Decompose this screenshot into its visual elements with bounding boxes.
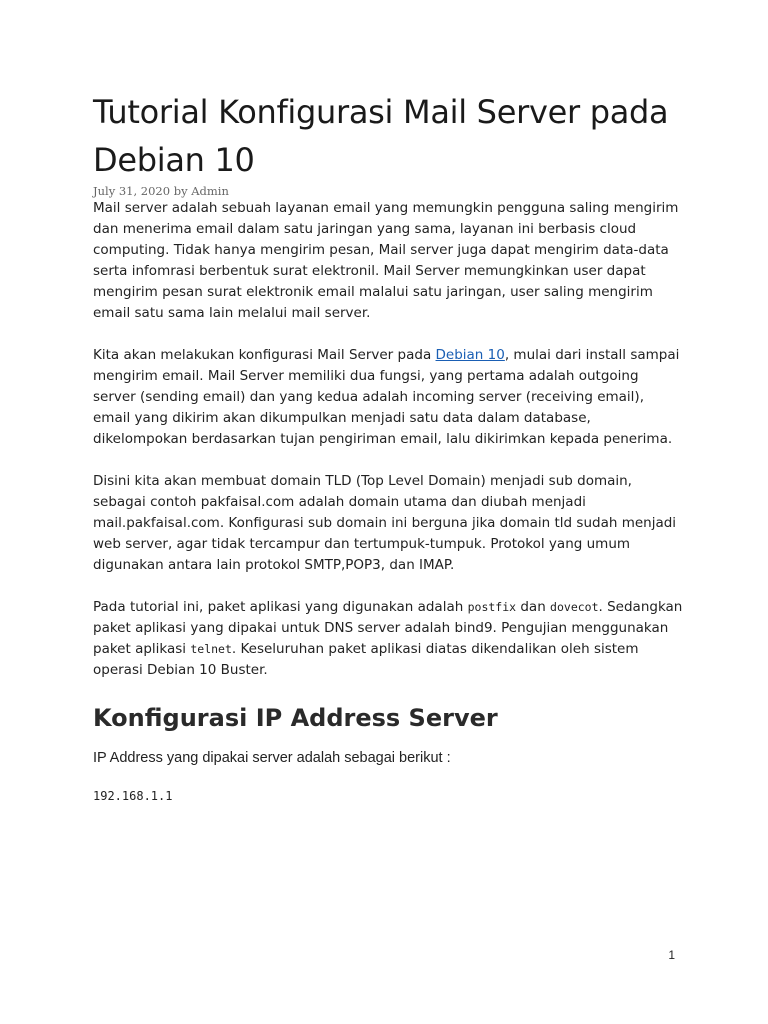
- code-dovecot: dovecot: [550, 600, 599, 614]
- paragraph-packages: [93, 597, 683, 681]
- paragraph-text: dan: [516, 599, 551, 615]
- post-meta: July 31, 2020 by Admin: [93, 184, 229, 198]
- ip-intro-text: IP Address yang dipakai server adalah sebagai berikut :: [93, 750, 451, 766]
- paragraph-domain: Disini kita akan membuat domain TLD (Top Level Domain) menjadi sub domain, sebagai contoh pakfaisal.com adalah domain utama dan diubah menjadi mail.pakfaisal.com. Konfigurasi sub domain ini berguna jika domain tld sudah menjadi web server, agar tidak tercampur dan tertumpuk-tumpuk. Protokol yang umum digunakan antara lain protokol SMTP,POP3, dan IMAP.: [93, 473, 677, 573]
- paragraph-text: . Sedangkan paket aplikasi yang dipakai untuk DNS server adalah bind9. Pengujian menggunakan paket aplikasi: [93, 599, 683, 657]
- page-number: 1: [668, 948, 675, 962]
- paragraph-intro: Mail server adalah sebuah layanan email yang memungkin pengguna saling mengirim dan menerima email dalam satu jaringan yang sama, layanan ini berbasis cloud computing. Tidak hanya mengirim pesan, Mail server juga dapat mengirim data-data serta infomrasi berbentuk surat elektronil. Mail Server memungkinkan user dapat mengirim pesan surat elektronik email malalui satu jaringan, user saling mengirim email satu sama lain melalui mail server.: [93, 200, 679, 321]
- code-telnet: telnet: [190, 642, 232, 656]
- page-title: Tutorial Konfigurasi Mail Server pada Debian 10: [93, 93, 669, 179]
- debian-10-link[interactable]: Debian 10: [435, 347, 505, 363]
- paragraph-overview: [93, 345, 683, 450]
- article: [93, 88, 683, 804]
- section-heading: Konfigurasi IP Address Server: [93, 704, 498, 732]
- paragraph-text: Kita akan melakukan konfigurasi Mail Server pada: [93, 347, 436, 363]
- ip-address-code: 192.168.1.1: [93, 789, 173, 803]
- code-postfix: postfix: [467, 600, 517, 614]
- paragraph-text: , mulai dari install sampai mengirim email. Mail Server memiliki dua fungsi, yang pertama adalah outgoing server (sending email) dan yang kedua adalah incoming server (receiving email), email yang dikirim akan dikumpulkan menjadi satu data dalam database, dikelompokan berdasarkan tujan pengiriman email, lalu dikirimkan kepada penerima.: [93, 347, 680, 447]
- paragraph-text: Pada tutorial ini, paket aplikasi yang digunakan adalah: [93, 599, 468, 615]
- paragraph-text: . Keseluruhan paket aplikasi diatas dikendalikan oleh sistem operasi Debian 10 Buster.: [93, 641, 639, 678]
